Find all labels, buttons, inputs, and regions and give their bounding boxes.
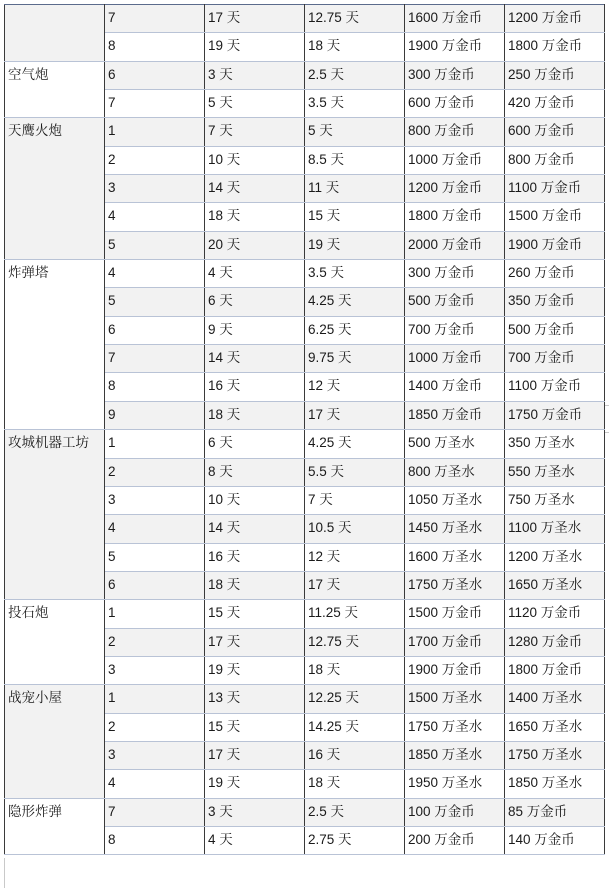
building-name-cell: 投石炮 <box>5 600 105 685</box>
cost-reduced-cell: 1200 万金币 <box>505 5 605 33</box>
cost-cell: 1050 万圣水 <box>405 486 505 514</box>
cost-reduced-cell: 1120 万金币 <box>505 600 605 628</box>
level-cell: 4 <box>105 515 205 543</box>
cost-cell: 1600 万圣水 <box>405 543 505 571</box>
cost-reduced-cell: 500 万金币 <box>505 316 605 344</box>
time-reduced-cell: 12 天 <box>305 373 405 401</box>
building-name-cell: 攻城机器工坊 <box>5 430 105 600</box>
cost-reduced-cell: 800 万金币 <box>505 146 605 174</box>
time-cell: 10 天 <box>205 146 305 174</box>
time-cell: 17 天 <box>205 741 305 769</box>
table-row <box>5 118 605 146</box>
table-row <box>5 260 605 288</box>
time-reduced-cell: 10.5 天 <box>305 515 405 543</box>
table-row <box>5 61 605 89</box>
cost-cell: 1850 万圣水 <box>405 741 505 769</box>
building-name-cell: 隐形炸弹 <box>5 798 105 855</box>
time-reduced-cell: 9.75 天 <box>305 345 405 373</box>
level-cell: 5 <box>105 288 205 316</box>
cost-reduced-cell: 260 万金币 <box>505 260 605 288</box>
time-reduced-cell: 12.75 天 <box>305 5 405 33</box>
time-reduced-cell: 18 天 <box>305 33 405 61</box>
time-reduced-cell: 4.25 天 <box>305 430 405 458</box>
time-reduced-cell: 12.25 天 <box>305 685 405 713</box>
cost-reduced-cell: 250 万金币 <box>505 61 605 89</box>
cost-cell: 1450 万圣水 <box>405 515 505 543</box>
time-reduced-cell: 19 天 <box>305 231 405 259</box>
time-cell: 20 天 <box>205 231 305 259</box>
cost-cell: 300 万金币 <box>405 260 505 288</box>
cost-reduced-cell: 1100 万圣水 <box>505 515 605 543</box>
level-cell: 3 <box>105 486 205 514</box>
time-reduced-cell: 5.5 天 <box>305 458 405 486</box>
cost-cell: 1700 万金币 <box>405 628 505 656</box>
level-cell: 6 <box>105 61 205 89</box>
time-cell: 3 天 <box>205 61 305 89</box>
level-cell: 8 <box>105 33 205 61</box>
time-cell: 9 天 <box>205 316 305 344</box>
time-reduced-cell: 2.5 天 <box>305 61 405 89</box>
time-reduced-cell: 8.5 天 <box>305 146 405 174</box>
level-cell: 4 <box>105 260 205 288</box>
time-reduced-cell: 11.25 天 <box>305 600 405 628</box>
cost-reduced-cell: 1280 万金币 <box>505 628 605 656</box>
level-cell: 4 <box>105 770 205 798</box>
level-cell: 3 <box>105 656 205 684</box>
time-cell: 18 天 <box>205 401 305 429</box>
building-name-cell: 空气炮 <box>5 61 105 118</box>
cost-cell: 1000 万金币 <box>405 146 505 174</box>
cost-cell: 1950 万圣水 <box>405 770 505 798</box>
cost-reduced-cell: 1750 万圣水 <box>505 741 605 769</box>
time-reduced-cell: 15 天 <box>305 203 405 231</box>
cost-cell: 1900 万金币 <box>405 33 505 61</box>
right-edge-mark <box>605 405 609 406</box>
cost-reduced-cell: 85 万金币 <box>505 798 605 826</box>
cost-reduced-cell: 1800 万金币 <box>505 33 605 61</box>
cost-cell: 500 万圣水 <box>405 430 505 458</box>
level-cell: 2 <box>105 146 205 174</box>
level-cell: 1 <box>105 685 205 713</box>
time-cell: 17 天 <box>205 628 305 656</box>
cost-reduced-cell: 550 万圣水 <box>505 458 605 486</box>
bottom-edge-line <box>4 858 5 888</box>
time-cell: 16 天 <box>205 543 305 571</box>
upgrade-table <box>4 4 605 855</box>
building-name-cell: 天鹰火炮 <box>5 118 105 260</box>
time-reduced-cell: 18 天 <box>305 770 405 798</box>
right-edge-mark <box>605 432 609 433</box>
building-name-cell <box>5 5 105 62</box>
cost-cell: 1400 万金币 <box>405 373 505 401</box>
time-reduced-cell: 3.5 天 <box>305 90 405 118</box>
time-cell: 4 天 <box>205 260 305 288</box>
cost-cell: 700 万金币 <box>405 316 505 344</box>
time-cell: 15 天 <box>205 713 305 741</box>
time-cell: 6 天 <box>205 288 305 316</box>
cost-cell: 1500 万圣水 <box>405 685 505 713</box>
cost-cell: 1850 万金币 <box>405 401 505 429</box>
level-cell: 5 <box>105 543 205 571</box>
time-reduced-cell: 17 天 <box>305 571 405 599</box>
cost-cell: 300 万金币 <box>405 61 505 89</box>
level-cell: 6 <box>105 571 205 599</box>
time-reduced-cell: 12.75 天 <box>305 628 405 656</box>
time-cell: 16 天 <box>205 373 305 401</box>
time-reduced-cell: 5 天 <box>305 118 405 146</box>
time-reduced-cell: 14.25 天 <box>305 713 405 741</box>
cost-reduced-cell: 600 万金币 <box>505 118 605 146</box>
level-cell: 1 <box>105 118 205 146</box>
level-cell: 8 <box>105 826 205 854</box>
time-cell: 5 天 <box>205 90 305 118</box>
table-row <box>5 430 605 458</box>
time-cell: 8 天 <box>205 458 305 486</box>
cost-cell: 200 万金币 <box>405 826 505 854</box>
time-cell: 15 天 <box>205 600 305 628</box>
time-cell: 19 天 <box>205 770 305 798</box>
cost-reduced-cell: 1200 万圣水 <box>505 543 605 571</box>
cost-cell: 1900 万金币 <box>405 656 505 684</box>
time-reduced-cell: 2.75 天 <box>305 826 405 854</box>
time-reduced-cell: 17 天 <box>305 401 405 429</box>
table-row <box>5 685 605 713</box>
cost-reduced-cell: 700 万金币 <box>505 345 605 373</box>
cost-cell: 1000 万金币 <box>405 345 505 373</box>
time-cell: 19 天 <box>205 656 305 684</box>
cost-cell: 2000 万金币 <box>405 231 505 259</box>
cost-cell: 100 万金币 <box>405 798 505 826</box>
cost-cell: 500 万金币 <box>405 288 505 316</box>
time-cell: 14 天 <box>205 175 305 203</box>
level-cell: 2 <box>105 458 205 486</box>
cost-cell: 1750 万圣水 <box>405 713 505 741</box>
time-cell: 14 天 <box>205 345 305 373</box>
cost-reduced-cell: 350 万圣水 <box>505 430 605 458</box>
cost-reduced-cell: 1750 万金币 <box>505 401 605 429</box>
time-cell: 19 天 <box>205 33 305 61</box>
cost-cell: 1800 万金币 <box>405 203 505 231</box>
time-reduced-cell: 6.25 天 <box>305 316 405 344</box>
cost-reduced-cell: 1650 万圣水 <box>505 571 605 599</box>
time-reduced-cell: 4.25 天 <box>305 288 405 316</box>
level-cell: 2 <box>105 628 205 656</box>
cost-cell: 1750 万圣水 <box>405 571 505 599</box>
table-body <box>5 5 605 855</box>
time-cell: 14 天 <box>205 515 305 543</box>
time-cell: 4 天 <box>205 826 305 854</box>
time-reduced-cell: 16 天 <box>305 741 405 769</box>
level-cell: 7 <box>105 345 205 373</box>
cost-cell: 1500 万金币 <box>405 600 505 628</box>
time-cell: 18 天 <box>205 571 305 599</box>
level-cell: 7 <box>105 5 205 33</box>
time-reduced-cell: 18 天 <box>305 656 405 684</box>
time-cell: 18 天 <box>205 203 305 231</box>
level-cell: 7 <box>105 90 205 118</box>
table-row <box>5 798 605 826</box>
cost-reduced-cell: 1900 万金币 <box>505 231 605 259</box>
time-reduced-cell: 11 天 <box>305 175 405 203</box>
level-cell: 1 <box>105 430 205 458</box>
time-cell: 3 天 <box>205 798 305 826</box>
cost-reduced-cell: 1800 万金币 <box>505 656 605 684</box>
cost-reduced-cell: 750 万圣水 <box>505 486 605 514</box>
level-cell: 5 <box>105 231 205 259</box>
table-row <box>5 5 605 33</box>
level-cell: 3 <box>105 741 205 769</box>
cost-cell: 800 万金币 <box>405 118 505 146</box>
cost-reduced-cell: 1100 万金币 <box>505 175 605 203</box>
level-cell: 9 <box>105 401 205 429</box>
cost-cell: 600 万金币 <box>405 90 505 118</box>
cost-reduced-cell: 350 万金币 <box>505 288 605 316</box>
level-cell: 2 <box>105 713 205 741</box>
time-cell: 13 天 <box>205 685 305 713</box>
cost-reduced-cell: 1100 万金币 <box>505 373 605 401</box>
table-row <box>5 600 605 628</box>
level-cell: 3 <box>105 175 205 203</box>
level-cell: 1 <box>105 600 205 628</box>
cost-reduced-cell: 1650 万圣水 <box>505 713 605 741</box>
cost-cell: 1200 万金币 <box>405 175 505 203</box>
building-name-cell: 战宠小屋 <box>5 685 105 798</box>
level-cell: 8 <box>105 373 205 401</box>
cost-cell: 1600 万金币 <box>405 5 505 33</box>
cost-reduced-cell: 1500 万金币 <box>505 203 605 231</box>
time-reduced-cell: 2.5 天 <box>305 798 405 826</box>
level-cell: 7 <box>105 798 205 826</box>
time-cell: 7 天 <box>205 118 305 146</box>
time-cell: 10 天 <box>205 486 305 514</box>
time-cell: 6 天 <box>205 430 305 458</box>
cost-cell: 800 万圣水 <box>405 458 505 486</box>
time-reduced-cell: 3.5 天 <box>305 260 405 288</box>
time-cell: 17 天 <box>205 5 305 33</box>
time-reduced-cell: 12 天 <box>305 543 405 571</box>
building-name-cell: 炸弹塔 <box>5 260 105 430</box>
level-cell: 6 <box>105 316 205 344</box>
level-cell: 4 <box>105 203 205 231</box>
cost-reduced-cell: 1400 万圣水 <box>505 685 605 713</box>
time-reduced-cell: 7 天 <box>305 486 405 514</box>
cost-reduced-cell: 140 万金币 <box>505 826 605 854</box>
cost-reduced-cell: 1850 万圣水 <box>505 770 605 798</box>
cost-reduced-cell: 420 万金币 <box>505 90 605 118</box>
